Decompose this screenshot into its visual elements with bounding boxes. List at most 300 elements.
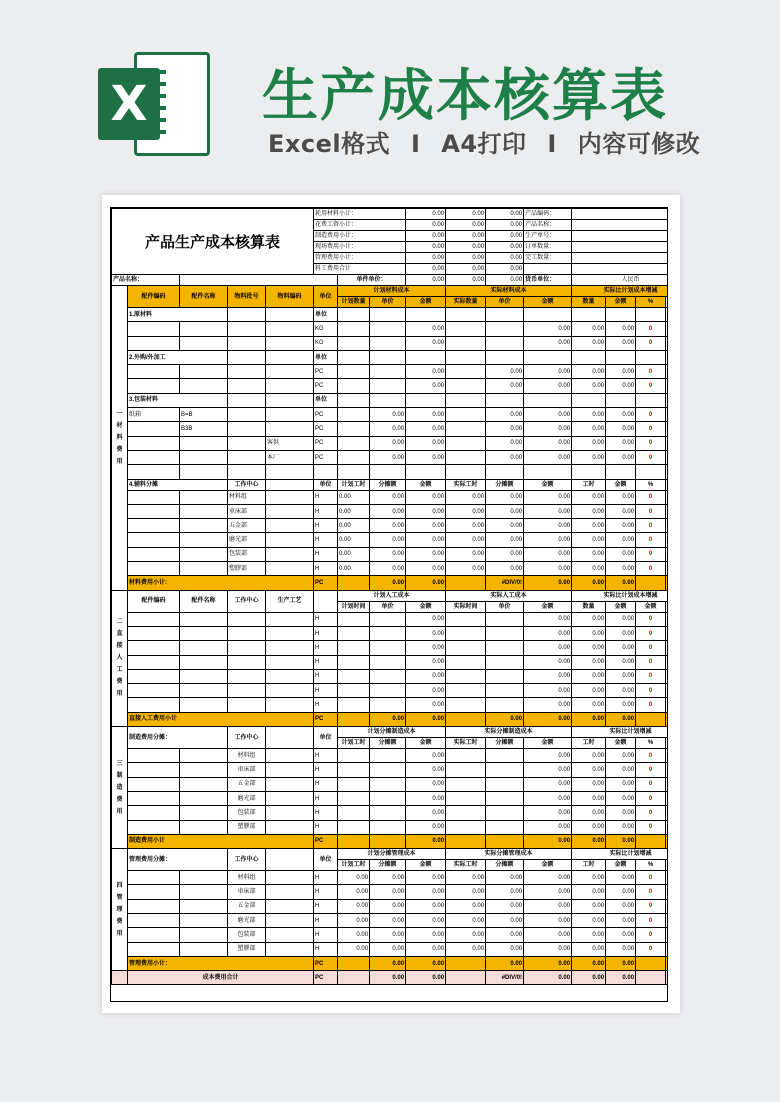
subtotal-value[interactable]: 0.00 bbox=[524, 576, 572, 590]
cell-value[interactable]: 0.00 bbox=[406, 641, 446, 655]
cell-value[interactable]: 0.00 bbox=[606, 913, 636, 927]
cell-value[interactable]: 0.00 bbox=[572, 641, 606, 655]
cell-value[interactable]: 0.00 bbox=[524, 547, 572, 561]
unit-price-value[interactable]: 0.00 bbox=[406, 275, 446, 286]
cell-value[interactable]: 0.00 bbox=[486, 436, 524, 450]
summary-value[interactable]: 0.00 bbox=[406, 242, 446, 253]
subtotal-value[interactable]: 0.00 bbox=[524, 712, 572, 726]
table-row[interactable] bbox=[112, 450, 669, 464]
cell-value[interactable]: 0.00 bbox=[572, 612, 606, 626]
variance-value[interactable]: 0 bbox=[636, 504, 666, 518]
cell-value[interactable]: 0.00 bbox=[606, 533, 636, 547]
cell-value[interactable]: 0.00 bbox=[338, 913, 370, 927]
cell-value[interactable]: 0.00 bbox=[606, 408, 636, 422]
cell-value[interactable]: 0.00 bbox=[406, 871, 446, 885]
cell-value[interactable]: 0.00 bbox=[406, 504, 446, 518]
cell-value[interactable]: 0.00 bbox=[572, 336, 606, 350]
cell-value[interactable]: 0.00 bbox=[524, 422, 572, 436]
cell-value[interactable]: 0.00 bbox=[524, 612, 572, 626]
cell-value[interactable]: 0.00 bbox=[606, 749, 636, 763]
cell-value[interactable]: 0.00 bbox=[572, 669, 606, 683]
grand-total-value[interactable]: 0.00 bbox=[406, 971, 446, 985]
summary-value[interactable]: 0.00 bbox=[446, 242, 486, 253]
table-row[interactable] bbox=[112, 928, 669, 942]
cell-value[interactable]: 0.00 bbox=[606, 436, 636, 450]
cell-value[interactable]: 0.00 bbox=[572, 885, 606, 899]
variance-value[interactable]: 0 bbox=[636, 899, 666, 913]
variance-value[interactable]: 0 bbox=[636, 336, 666, 350]
subtotal-value[interactable]: 0.00 bbox=[406, 576, 446, 590]
cell-value[interactable]: 0.00 bbox=[446, 547, 486, 561]
cell-value[interactable]: 0.00 bbox=[606, 504, 636, 518]
variance-value[interactable]: 0 bbox=[636, 777, 666, 791]
cell-value[interactable]: 0.00 bbox=[572, 655, 606, 669]
cell-value[interactable]: 0.00 bbox=[572, 379, 606, 393]
subtotal-value[interactable]: 0.00 bbox=[486, 956, 524, 970]
cell-value[interactable]: 0.00 bbox=[406, 365, 446, 379]
cell-value[interactable]: 0.00 bbox=[572, 928, 606, 942]
cell-value[interactable]: 0.00 bbox=[524, 490, 572, 504]
cell-value[interactable]: 0.00 bbox=[606, 562, 636, 576]
cell-value[interactable]: 0.00 bbox=[572, 322, 606, 336]
subtotal-value[interactable]: 0.00 bbox=[370, 576, 406, 590]
table-row[interactable] bbox=[112, 519, 669, 533]
cell-value[interactable]: 0.00 bbox=[370, 885, 406, 899]
variance-value[interactable]: 0 bbox=[636, 422, 666, 436]
subtotal-value[interactable]: 0.00 bbox=[486, 712, 524, 726]
cell-value[interactable]: 0.00 bbox=[572, 777, 606, 791]
cell-value[interactable]: 0.00 bbox=[524, 322, 572, 336]
variance-value[interactable]: 0 bbox=[636, 322, 666, 336]
summary-value[interactable]: 0.00 bbox=[406, 231, 446, 242]
cell-value[interactable]: 0.00 bbox=[606, 641, 636, 655]
cell-value[interactable]: 0.00 bbox=[524, 899, 572, 913]
cell-value[interactable]: 0.00 bbox=[338, 533, 370, 547]
cell-value[interactable]: 0.00 bbox=[446, 533, 486, 547]
cell-value[interactable]: 0.00 bbox=[406, 806, 446, 820]
cell-value[interactable]: 0.00 bbox=[406, 322, 446, 336]
summary-value[interactable]: 0.00 bbox=[486, 209, 524, 220]
cell-value[interactable]: 0.00 bbox=[606, 698, 636, 712]
cell-value[interactable]: 0.00 bbox=[606, 791, 636, 805]
table-row[interactable] bbox=[112, 379, 669, 393]
cell-value[interactable]: 0.00 bbox=[406, 749, 446, 763]
cell-value[interactable]: 0.00 bbox=[370, 490, 406, 504]
cell-value[interactable]: 0.00 bbox=[338, 899, 370, 913]
cell-value[interactable]: 0.00 bbox=[406, 777, 446, 791]
subtotal-value[interactable]: 0.00 bbox=[370, 712, 406, 726]
cell-value[interactable]: 0.00 bbox=[446, 871, 486, 885]
subtotal-value[interactable]: 0.00 bbox=[606, 956, 636, 970]
cell-value[interactable]: 0.00 bbox=[338, 928, 370, 942]
summary-value[interactable]: 0.00 bbox=[486, 220, 524, 231]
cell-value[interactable]: 0.00 bbox=[572, 791, 606, 805]
cell-value[interactable]: 0.00 bbox=[370, 519, 406, 533]
cell-value[interactable]: 0.00 bbox=[572, 806, 606, 820]
subtotal-value[interactable]: 0.00 bbox=[406, 956, 446, 970]
cell-value[interactable]: 0.00 bbox=[524, 641, 572, 655]
cell-value[interactable]: 0.00 bbox=[406, 533, 446, 547]
cell-value[interactable]: 0.00 bbox=[406, 928, 446, 942]
variance-value[interactable]: 0 bbox=[636, 885, 666, 899]
variance-value[interactable]: 0 bbox=[636, 791, 666, 805]
cell-value[interactable]: 0.00 bbox=[524, 791, 572, 805]
subtotal-value[interactable]: 0.00 bbox=[606, 712, 636, 726]
cell-value[interactable]: 0.00 bbox=[406, 684, 446, 698]
cell-value[interactable]: 0.00 bbox=[572, 408, 606, 422]
cell-value[interactable]: 0.00 bbox=[406, 885, 446, 899]
cell-value[interactable]: 0.00 bbox=[406, 669, 446, 683]
variance-value[interactable]: 0 bbox=[636, 379, 666, 393]
table-row[interactable] bbox=[112, 504, 669, 518]
currency-value[interactable]: 人民币 bbox=[572, 275, 668, 286]
cell-value[interactable]: 0.00 bbox=[446, 490, 486, 504]
grand-total-row[interactable] bbox=[112, 971, 669, 985]
cell-value[interactable]: 0.00 bbox=[524, 365, 572, 379]
variance-value[interactable]: 0 bbox=[636, 942, 666, 956]
subtotal-row[interactable] bbox=[112, 834, 669, 848]
cell-value[interactable]: 0.00 bbox=[406, 422, 446, 436]
table-row[interactable] bbox=[112, 350, 669, 364]
variance-value[interactable]: 0 bbox=[636, 612, 666, 626]
cell-value[interactable]: 0.00 bbox=[406, 408, 446, 422]
subtotal-value[interactable]: 0.00 bbox=[572, 576, 606, 590]
cell-value[interactable]: 0.00 bbox=[486, 942, 524, 956]
spreadsheet[interactable] bbox=[110, 207, 668, 1002]
grand-total-value[interactable]: 0.00 bbox=[606, 971, 636, 985]
cell-value[interactable]: 0.00 bbox=[486, 928, 524, 942]
info-value[interactable] bbox=[572, 231, 668, 242]
cell-value[interactable]: 0.00 bbox=[524, 519, 572, 533]
cell-value[interactable]: 0.00 bbox=[370, 533, 406, 547]
cell-value[interactable]: 0.00 bbox=[572, 504, 606, 518]
cell-value[interactable]: 0.00 bbox=[572, 562, 606, 576]
table-row[interactable] bbox=[112, 942, 669, 956]
info-value[interactable] bbox=[572, 209, 668, 220]
summary-value[interactable]: 0.00 bbox=[446, 231, 486, 242]
cell-value[interactable]: 0.00 bbox=[572, 490, 606, 504]
cell-value[interactable]: 0.00 bbox=[572, 422, 606, 436]
supplier-cell[interactable]: 客供 bbox=[266, 436, 314, 450]
cell-value[interactable]: 0.00 bbox=[338, 562, 370, 576]
cost-table[interactable] bbox=[111, 208, 668, 985]
table-row[interactable] bbox=[112, 612, 669, 626]
cell-value[interactable]: 0.00 bbox=[486, 490, 524, 504]
cell-value[interactable]: 0.00 bbox=[338, 490, 370, 504]
cell-value[interactable]: 0.00 bbox=[524, 655, 572, 669]
table-row[interactable] bbox=[112, 791, 669, 805]
cell-value[interactable]: 0.00 bbox=[606, 490, 636, 504]
material-spec[interactable]: B3B bbox=[180, 422, 228, 436]
cell-value[interactable]: 0.00 bbox=[338, 547, 370, 561]
cell-value[interactable]: 0.00 bbox=[606, 806, 636, 820]
variance-value[interactable]: 0 bbox=[636, 626, 666, 640]
cell-value[interactable]: 0.00 bbox=[370, 504, 406, 518]
cell-value[interactable]: 0.00 bbox=[406, 899, 446, 913]
table-row[interactable] bbox=[112, 533, 669, 547]
table-row[interactable] bbox=[112, 641, 669, 655]
cell-value[interactable]: 0.00 bbox=[572, 749, 606, 763]
table-row[interactable] bbox=[112, 365, 669, 379]
cell-value[interactable]: 0.00 bbox=[406, 547, 446, 561]
table-row[interactable] bbox=[112, 436, 669, 450]
summary-value[interactable]: 0.00 bbox=[486, 253, 524, 264]
variance-value[interactable]: 0 bbox=[636, 408, 666, 422]
variance-value[interactable]: 0 bbox=[636, 641, 666, 655]
cell-value[interactable]: 0.00 bbox=[406, 626, 446, 640]
cell-value[interactable]: 0.00 bbox=[606, 928, 636, 942]
cell-value[interactable]: 0.00 bbox=[572, 547, 606, 561]
cell-value[interactable]: 0.00 bbox=[524, 777, 572, 791]
table-row[interactable] bbox=[112, 806, 669, 820]
table-row[interactable] bbox=[112, 322, 669, 336]
variance-value[interactable]: 0 bbox=[636, 820, 666, 834]
info-value[interactable] bbox=[572, 220, 668, 231]
cell-value[interactable]: 0.00 bbox=[406, 379, 446, 393]
cell-value[interactable]: 0.00 bbox=[406, 490, 446, 504]
table-row[interactable] bbox=[112, 490, 669, 504]
table-row[interactable] bbox=[112, 698, 669, 712]
subtotal-value[interactable]: 0.00 bbox=[370, 956, 406, 970]
table-row[interactable] bbox=[112, 336, 669, 350]
material-name[interactable]: 纸箱 bbox=[128, 408, 180, 422]
table-row[interactable] bbox=[112, 871, 669, 885]
variance-value[interactable]: 0 bbox=[636, 562, 666, 576]
variance-value[interactable]: 0 bbox=[636, 655, 666, 669]
variance-value[interactable]: 0 bbox=[636, 749, 666, 763]
cell-value[interactable]: 0.00 bbox=[524, 336, 572, 350]
subtotal-value[interactable]: 0.00 bbox=[524, 834, 572, 848]
cell-value[interactable]: 0.00 bbox=[606, 626, 636, 640]
variance-value[interactable]: 0 bbox=[636, 871, 666, 885]
supplier-cell[interactable]: 本厂 bbox=[266, 450, 314, 464]
grand-total-value[interactable]: #DIV/0! bbox=[486, 971, 524, 985]
subtotal-value[interactable]: 0.00 bbox=[572, 834, 606, 848]
cell-value[interactable]: 0.00 bbox=[406, 942, 446, 956]
cell-value[interactable]: 0.00 bbox=[406, 655, 446, 669]
cell-value[interactable]: 0.00 bbox=[486, 450, 524, 464]
cell-value[interactable]: 0.00 bbox=[524, 885, 572, 899]
variance-value[interactable]: 0 bbox=[636, 547, 666, 561]
variance-value[interactable]: 0 bbox=[636, 806, 666, 820]
info-value[interactable] bbox=[572, 242, 668, 253]
cell-value[interactable]: 0.00 bbox=[486, 899, 524, 913]
cell-value[interactable]: 0.00 bbox=[486, 871, 524, 885]
cell-value[interactable]: 0.00 bbox=[406, 519, 446, 533]
cell-value[interactable]: 0.00 bbox=[370, 871, 406, 885]
cell-value[interactable]: 0.00 bbox=[406, 913, 446, 927]
cell-value[interactable]: 0.00 bbox=[370, 562, 406, 576]
cell-value[interactable]: 0.00 bbox=[606, 336, 636, 350]
table-row[interactable] bbox=[112, 408, 669, 422]
variance-value[interactable]: 0 bbox=[636, 763, 666, 777]
cell-value[interactable]: 0.00 bbox=[572, 436, 606, 450]
cell-value[interactable]: 0.00 bbox=[406, 698, 446, 712]
cell-value[interactable]: 0.00 bbox=[370, 408, 406, 422]
info-value[interactable] bbox=[572, 253, 668, 264]
variance-value[interactable]: 0 bbox=[636, 533, 666, 547]
summary-value[interactable]: 0.00 bbox=[406, 209, 446, 220]
summary-value[interactable]: 0.00 bbox=[406, 264, 446, 275]
cell-value[interactable]: 0.00 bbox=[524, 626, 572, 640]
grand-total-value[interactable]: 0.00 bbox=[572, 971, 606, 985]
cell-value[interactable]: 0.00 bbox=[606, 547, 636, 561]
cell-value[interactable]: 0.00 bbox=[572, 698, 606, 712]
cell-value[interactable]: 0.00 bbox=[486, 422, 524, 436]
cell-value[interactable]: 0.00 bbox=[446, 899, 486, 913]
table-row[interactable] bbox=[112, 749, 669, 763]
variance-value[interactable]: 0 bbox=[636, 519, 666, 533]
subtotal-value[interactable]: #DIV/0! bbox=[486, 576, 524, 590]
cell-value[interactable]: 0.00 bbox=[572, 899, 606, 913]
cell-value[interactable]: 0.00 bbox=[524, 684, 572, 698]
cell-value[interactable]: 0.00 bbox=[524, 763, 572, 777]
table-row[interactable] bbox=[112, 547, 669, 561]
table-row[interactable] bbox=[112, 913, 669, 927]
cell-value[interactable]: 0.00 bbox=[406, 436, 446, 450]
cell-value[interactable]: 0.00 bbox=[524, 436, 572, 450]
cell-value[interactable]: 0.00 bbox=[606, 820, 636, 834]
product-name-input[interactable] bbox=[180, 275, 338, 286]
table-row[interactable] bbox=[112, 777, 669, 791]
table-row[interactable] bbox=[112, 820, 669, 834]
cell-value[interactable]: 0.00 bbox=[338, 871, 370, 885]
summary-value[interactable]: 0.00 bbox=[446, 220, 486, 231]
material-spec[interactable]: B=B bbox=[180, 408, 228, 422]
unit-price-value[interactable]: 0.00 bbox=[446, 275, 486, 286]
cell-value[interactable]: 0.00 bbox=[524, 533, 572, 547]
variance-value[interactable]: 0 bbox=[636, 450, 666, 464]
cell-value[interactable]: 0.00 bbox=[370, 436, 406, 450]
summary-value[interactable]: 0.00 bbox=[406, 253, 446, 264]
summary-value[interactable]: 0.00 bbox=[486, 231, 524, 242]
cell-value[interactable]: 0.00 bbox=[606, 519, 636, 533]
subtotal-row[interactable] bbox=[112, 712, 669, 726]
variance-value[interactable]: 0 bbox=[636, 928, 666, 942]
summary-value[interactable]: 0.00 bbox=[446, 253, 486, 264]
cell-value[interactable]: 0.00 bbox=[606, 655, 636, 669]
cell-value[interactable]: 0.00 bbox=[406, 450, 446, 464]
cell-value[interactable]: 0.00 bbox=[524, 913, 572, 927]
cell-value[interactable]: 0.00 bbox=[486, 365, 524, 379]
table-row[interactable] bbox=[112, 655, 669, 669]
cell-value[interactable]: 0.00 bbox=[524, 806, 572, 820]
cell-value[interactable]: 0.00 bbox=[370, 928, 406, 942]
subtotal-row[interactable] bbox=[112, 576, 669, 590]
cell-value[interactable]: 0.00 bbox=[406, 612, 446, 626]
cell-value[interactable]: 0.00 bbox=[486, 547, 524, 561]
cell-value[interactable]: 0.00 bbox=[606, 885, 636, 899]
cell-value[interactable]: 0.00 bbox=[446, 928, 486, 942]
cell-value[interactable]: 0.00 bbox=[524, 669, 572, 683]
summary-value[interactable]: 0.00 bbox=[446, 264, 486, 275]
cell-value[interactable]: 0.00 bbox=[572, 519, 606, 533]
cell-value[interactable]: 0.00 bbox=[606, 365, 636, 379]
cell-value[interactable]: 0.00 bbox=[524, 871, 572, 885]
table-row[interactable] bbox=[112, 684, 669, 698]
summary-value[interactable]: 0.00 bbox=[406, 220, 446, 231]
cell-value[interactable]: 0.00 bbox=[572, 820, 606, 834]
subtotal-value[interactable]: 0.00 bbox=[572, 956, 606, 970]
cell-value[interactable]: 0.00 bbox=[606, 669, 636, 683]
cell-value[interactable]: 0.00 bbox=[572, 626, 606, 640]
variance-value[interactable]: 0 bbox=[636, 684, 666, 698]
cell-value[interactable]: 0.00 bbox=[606, 763, 636, 777]
cell-value[interactable]: 0.00 bbox=[524, 820, 572, 834]
cell-value[interactable]: 0.00 bbox=[572, 684, 606, 698]
cell-value[interactable]: 0.00 bbox=[572, 763, 606, 777]
cell-value[interactable]: 0.00 bbox=[524, 408, 572, 422]
cell-value[interactable]: 0.00 bbox=[524, 749, 572, 763]
subtotal-value[interactable]: 0.00 bbox=[406, 834, 446, 848]
cell-value[interactable]: 0.00 bbox=[446, 913, 486, 927]
cell-value[interactable]: 0.00 bbox=[370, 450, 406, 464]
subtotal-value[interactable]: 0.00 bbox=[572, 712, 606, 726]
subtotal-value[interactable]: 0.00 bbox=[606, 834, 636, 848]
variance-value[interactable]: 0 bbox=[636, 490, 666, 504]
cell-value[interactable]: 0.00 bbox=[606, 422, 636, 436]
cell-value[interactable]: 0.00 bbox=[606, 684, 636, 698]
subtotal-value[interactable]: 0.00 bbox=[524, 956, 572, 970]
cell-value[interactable]: 0.00 bbox=[572, 913, 606, 927]
cell-value[interactable]: 0.00 bbox=[572, 871, 606, 885]
cell-value[interactable]: 0.00 bbox=[606, 322, 636, 336]
grand-total-value[interactable]: 0.00 bbox=[370, 971, 406, 985]
cell-value[interactable]: 0.00 bbox=[406, 791, 446, 805]
cell-value[interactable]: 0.00 bbox=[486, 379, 524, 393]
summary-value[interactable]: 0.00 bbox=[486, 264, 524, 275]
summary-value[interactable]: 0.00 bbox=[446, 209, 486, 220]
variance-value[interactable]: 0 bbox=[636, 365, 666, 379]
table-row[interactable] bbox=[112, 626, 669, 640]
grand-total-value[interactable]: 0.00 bbox=[524, 971, 572, 985]
cell-value[interactable]: 0.00 bbox=[370, 913, 406, 927]
cell-value[interactable]: 0.00 bbox=[524, 379, 572, 393]
cell-value[interactable]: 0.00 bbox=[486, 519, 524, 533]
table-row[interactable] bbox=[112, 885, 669, 899]
cell-value[interactable]: 0.00 bbox=[486, 562, 524, 576]
cell-value[interactable]: 0.00 bbox=[406, 820, 446, 834]
variance-value[interactable]: 0 bbox=[636, 698, 666, 712]
cell-value[interactable]: 0.00 bbox=[606, 450, 636, 464]
cell-value[interactable]: 0.00 bbox=[406, 336, 446, 350]
subtotal-row[interactable] bbox=[112, 956, 669, 970]
subtotal-value[interactable]: 0.00 bbox=[606, 576, 636, 590]
cell-value[interactable]: 0.00 bbox=[572, 450, 606, 464]
cell-value[interactable]: 0.00 bbox=[486, 885, 524, 899]
variance-value[interactable]: 0 bbox=[636, 669, 666, 683]
table-row[interactable] bbox=[112, 899, 669, 913]
cell-value[interactable]: 0.00 bbox=[338, 504, 370, 518]
table-row[interactable] bbox=[112, 422, 669, 436]
cell-value[interactable]: 0.00 bbox=[370, 547, 406, 561]
cell-value[interactable]: 0.00 bbox=[370, 899, 406, 913]
cell-value[interactable]: 0.00 bbox=[446, 885, 486, 899]
cell-value[interactable]: 0.00 bbox=[338, 885, 370, 899]
cell-value[interactable]: 0.00 bbox=[486, 913, 524, 927]
cell-value[interactable]: 0.00 bbox=[572, 942, 606, 956]
cell-value[interactable]: 0.00 bbox=[446, 942, 486, 956]
cell-value[interactable]: 0.00 bbox=[446, 562, 486, 576]
table-row[interactable] bbox=[112, 763, 669, 777]
cell-value[interactable]: 0.00 bbox=[572, 365, 606, 379]
cell-value[interactable]: 0.00 bbox=[606, 379, 636, 393]
summary-value[interactable]: 0.00 bbox=[486, 242, 524, 253]
cell-value[interactable]: 0.00 bbox=[524, 698, 572, 712]
cell-value[interactable]: 0.00 bbox=[572, 533, 606, 547]
cell-value[interactable]: 0.00 bbox=[606, 612, 636, 626]
cell-value[interactable]: 0.00 bbox=[406, 763, 446, 777]
